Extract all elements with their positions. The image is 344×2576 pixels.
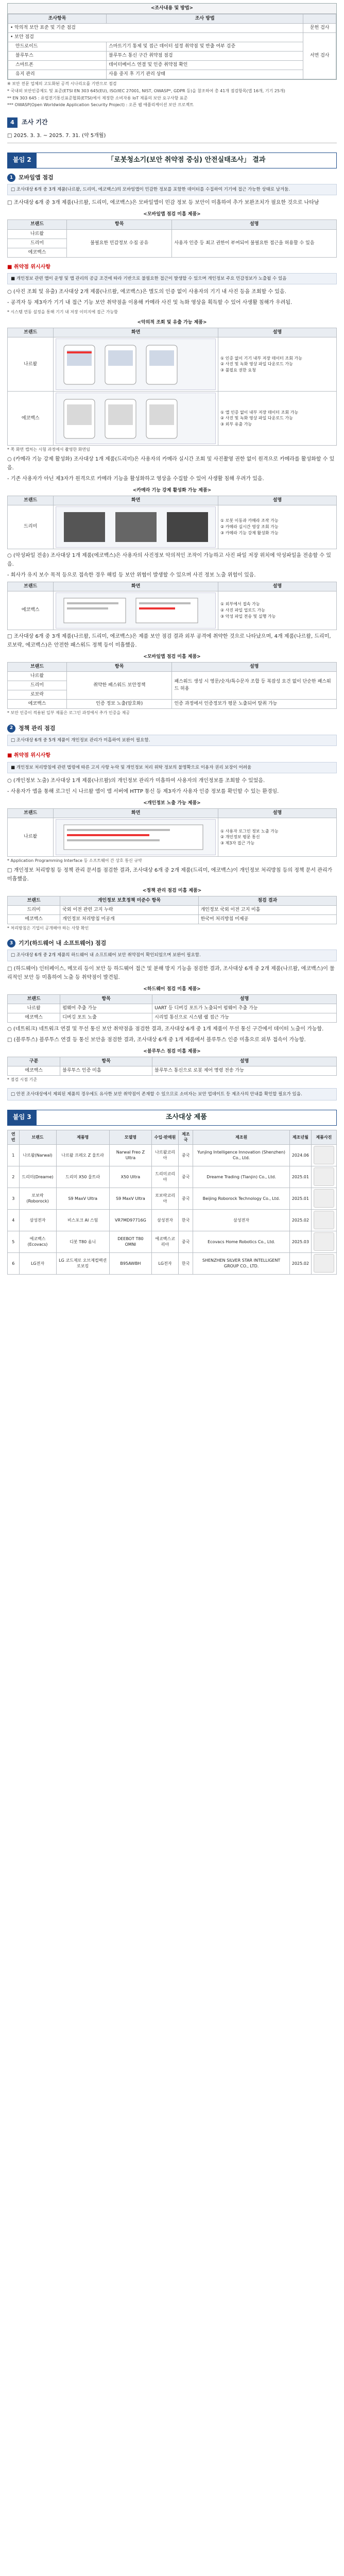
col-header: 설명: [152, 994, 337, 1004]
screenshot: [54, 392, 218, 446]
bluetooth-table: [7, 1057, 337, 1076]
subsection-heading: [7, 939, 337, 947]
desc-cell: ① 로봇 이동과 카메라 조작 가능 ② 카메라 실시간 영상 조회 가능 ③ 카메라 기능 강제 활성화 가능: [218, 505, 336, 549]
product-photo: [311, 1252, 336, 1274]
subsection-title: 기기(하드웨어 내 소프트웨어) 점검: [19, 940, 107, 947]
product-row: [8, 1231, 337, 1252]
item-cell: 인증 정보 노출(암호화): [67, 700, 172, 709]
closing-note: □ 안전 조사대상에서 제외된 제품의 경우에도 유사한 보안 취약점이 존재할 수 있으므로 소비자는 보안 업데이트 등 제조사의 안내를 확인할 필요가 있음.: [7, 1088, 337, 1100]
col-header: 설명: [152, 1057, 337, 1066]
screenshot-image: [56, 338, 216, 390]
note: * 쪽 화면 캡처는 시험 과정에서 촬영한 화면임: [7, 447, 90, 452]
no-cell: 6: [8, 1252, 20, 1274]
name-cell: LG 코드제로 오브제컬렉션 로보킹: [56, 1252, 109, 1274]
paragraph: - 사용자가 앱을 통해 로그인 시 나르왈 앱이 앱 서버에 HTTP 통신 등 제3자가 사용자 인증 정보를 확인할 수 있는 환경임.: [7, 788, 279, 794]
col-header: 브랜드: [8, 662, 67, 671]
figure-title: <카메라 기능 강제 활성화 가능 제품>: [132, 487, 212, 493]
paragraph: □ 개인정보 처리방침 등 정책 관리 문서를 점검한 결과, 조사대상 6개 중 2개 제품(드리미, 에코백스)이 개인정보 처리방침 등의 정책 문서 관리가 미흡했음.: [7, 867, 333, 882]
item-text: 불필요한 민감정보 수집 공유: [90, 240, 149, 246]
country-cell: 중국: [179, 1231, 193, 1252]
brand-cell: 나르왈: [8, 229, 67, 239]
table-title: <정책 관리 점검 미흡 제품>: [142, 888, 202, 893]
screenshot-image: [56, 592, 216, 629]
desc-cell: ① 앱 인증 없이 내부 저장 데이터 조회 가능 ② 사진 및 녹화 영상 파일 다운로드 가능 ③ 외부 유출 가능: [218, 392, 336, 446]
col-header: 항목: [60, 994, 152, 1004]
product-photo: [311, 1209, 336, 1231]
item-cell: 국외 이전 관련 고지 누락: [60, 905, 198, 914]
model-cell: VR7MD97716G: [109, 1209, 151, 1231]
method-sub: 스마트폰: [8, 61, 107, 70]
paragraph: ○ (네트워크) 네트워크 연결 및 무선 통신 보안 취약점을 점검한 결과, 조사대상 6개 중 1개 제품이 무선 통신 구간에서 데이터 노출이 가능함.: [7, 1026, 324, 1032]
col-header: 제조원: [193, 1130, 290, 1144]
desc-cell: ① 사용자 로그인 정보 노출 가능 ② 개인정보 평문 통신 ③ 제3자 접근 가능: [218, 818, 336, 856]
subsection-heading: [7, 724, 337, 733]
figure-table: 브랜드 화면 설명 나르왈 ① 사용자 로그인 정보 노출 가능 ② 개인정보 평문 통신 ③ 제3자 접근 가능: [7, 808, 337, 857]
maker-cell: 삼성전자: [193, 1209, 290, 1231]
screenshot-image: [56, 393, 216, 444]
method-sub: 블루투스: [8, 52, 107, 61]
screenshot: [54, 818, 218, 856]
name-cell: S9 MaxV Ultra: [56, 1188, 109, 1209]
brand-cell: 나르왈: [8, 671, 67, 681]
product-row: [8, 1209, 337, 1231]
maker-cell: Dreame Trading (Tianjin) Co., Ltd.: [193, 1166, 290, 1188]
brand-cell: 나르왈: [8, 337, 54, 392]
model-cell: B95AWBH: [109, 1252, 151, 1274]
method-table-caption: <조사내용 및 방법>: [8, 4, 336, 14]
risk-note: ■ 개인정보 관련 앱이 운영 및 앱 관리의 공급 조건에 따라 기반으로 불필요한 접근이 발생할 수 있으며 개인정보 주요 민감정보가 노출될 수 있음: [7, 273, 337, 284]
model-cell: DEEBOT T80 OMNI: [109, 1231, 151, 1252]
table-title: <블루투스 점검 미흡 제품>: [143, 1048, 201, 1054]
date-cell: 2025.02: [289, 1252, 311, 1274]
banner-title: 조사대상 제품: [165, 1113, 207, 1121]
country-cell: 중국: [179, 1144, 193, 1166]
brand-cell: 드리미: [8, 905, 60, 914]
name-cell: 디봇 T80 옴니: [56, 1231, 109, 1252]
note: * 국내외 보안인증제도 및 표준(ETSI EN 303 645(EU), ISO/IEC 27001, NIST, OWASP*, GDPR 등)을 참조하여 총 41개 점검항목(앱 16개, 기기 25개): [7, 88, 285, 93]
brand-cell: 에코백스: [8, 1013, 60, 1022]
screenshot-image: [56, 506, 216, 548]
col-header: 설명: [172, 220, 337, 229]
date-cell: 2025.03: [289, 1231, 311, 1252]
app-check-table: [7, 219, 337, 257]
col-header: 항목: [67, 220, 172, 229]
model-cell: Narwal Freo Z Ultra: [109, 1144, 151, 1166]
seller-cell: 로보락코리아: [151, 1188, 178, 1209]
no-cell: 2: [8, 1166, 20, 1188]
note: * 보안 인증이 적용된 일부 제품은 로그인 과정에서 추가 인증을 제공: [7, 710, 130, 716]
result-cell: 개인정보 국외 이전 고지 미흡: [198, 905, 336, 914]
subsection-number: 2: [7, 724, 15, 733]
product-photo: [311, 1188, 336, 1209]
col-header: 수입·판매원: [151, 1130, 178, 1144]
table-title: <모바일앱 점검 미흡 제품>: [143, 212, 201, 217]
banner-title: 「로봇청소기(보안 취약점 중심) 안전실태조사」 결과: [107, 156, 266, 164]
no-cell: 1: [8, 1144, 20, 1166]
note: * Application Programming Interface 등 소프트웨어 간 상호 통신 규약: [7, 858, 142, 863]
method-header-method: 조사 방법: [107, 14, 303, 24]
date-cell: 2025.01: [289, 1166, 311, 1188]
col-header: 제품명: [56, 1130, 109, 1144]
col-header: 설명: [172, 662, 337, 671]
country-cell: 한국: [179, 1252, 193, 1274]
col-header: 개인정보 보호정책 미준수 항목: [60, 896, 198, 905]
paragraph: - 기존 사용자가 아닌 제3자가 원격으로 카메라 기능을 활성화하고 영상을 수집할 수 있어 사생활 침해 우려가 있음.: [7, 476, 264, 482]
password-table: [7, 662, 337, 709]
method-header-side: [303, 14, 336, 24]
brand-cell: 에코백스(Ecovacs): [19, 1231, 56, 1252]
desc-cell: 패스워드 생성 시 영문/숫자/특수문자 조합 등 복잡성 요건 없이 단순한 패스워드 허용: [172, 671, 337, 699]
col-header: 점검 결과: [198, 896, 336, 905]
brand-cell: 로보락: [8, 690, 67, 700]
no-cell: 5: [8, 1231, 20, 1252]
maker-cell: SHENZHEN SILVER STAR INTELLIGENT GROUP CO., LTD.: [193, 1252, 290, 1274]
section-title: 조사 기간: [22, 118, 48, 126]
brand-cell: 나르왈: [8, 818, 54, 856]
model-cell: X50 Ultra: [109, 1166, 151, 1188]
brand-cell: 드리미: [8, 505, 54, 549]
note: * 시스템 연동 설정을 통해 기기 내 저장 이미지에 접근 가능함: [7, 310, 118, 315]
paragraph: ○ (카메라 기능 강제 활성화) 조사대상 1개 제품(드리미)은 사용자의 카메라 실시간 조회 및 사진촬영 권한 없이 원격으로 카메라를 활성화할 수 있음.: [7, 456, 335, 471]
product-photo: [311, 1144, 336, 1166]
col-header: 연번: [8, 1130, 20, 1144]
table-title: <모바일앱 점검 미흡 제품>: [143, 654, 201, 659]
figure-table: 브랜드 화면 설명 나르왈 ① 인증 없이 기기 내부 저장 데이터 조회 가능 ② 사진 및 녹화 영상 파일 다운로드 가능 ③ 불필요 권한 요청 에코백스 ① 앱 인증 없이 내부 저장 데이터 조회 가능 ② 사진 및 녹화 영상 파일 다운로드 가능 ③ 외부 유출 가능: [7, 328, 337, 446]
risk-heading: ■ 취약점 위시사항: [7, 264, 51, 270]
note: ** EN 303 645 : 유럽전기통신표준협회(ETSI)에서 제정한 소비자용 IoT 제품의 보안 요구사항 표준: [7, 95, 188, 100]
paragraph: □ (블루투스) 블루투스 연결 등 통신 보안을 점검한 결과, 조사대상 6개 중 1개 제품에서 블루투스 인증 미흡으로 외부 접속이 가능함.: [7, 1037, 306, 1043]
subsection-number: 3: [7, 939, 15, 947]
item-cell: [67, 229, 172, 257]
country-cell: 중국: [179, 1188, 193, 1209]
method-header-item: 조사항목: [8, 14, 107, 24]
subsection-title: 정책 관리 점검: [19, 724, 56, 732]
brand-cell: 드리미(Dreame): [19, 1166, 56, 1188]
method-row: • 악의적 보안 표준 및 기준 점검: [8, 24, 303, 33]
desc-cell: ① 외부에서 접속 가능 ② 사진 파일 업로드 가능 ③ 악성 파일 전송 및 실행 가능: [218, 591, 336, 630]
maker-cell: Yunjing Intelligence Innovation (Shenzhen) Co., Ltd.: [193, 1144, 290, 1166]
maker-cell: Beijing Roborock Technology Co., Ltd.: [193, 1188, 290, 1209]
hardware-table: [7, 994, 337, 1023]
desc-cell: 사용자 인증 등 최고 권한이 부여되어 불필요한 접근을 허용할 수 있음: [172, 229, 337, 257]
paragraph: ○ (개인정보 노출) 조사대상 1개 제품(나르왈)의 개인정보 관리가 미흡하여 사용자의 개인정보를 조회할 수 있었음.: [7, 777, 265, 784]
screenshot: [54, 591, 218, 630]
col-header: 구분: [8, 1057, 60, 1066]
name-cell: 나르왈 프레오 Z 울트라: [56, 1144, 109, 1166]
seller-cell: 나르왈코리아: [151, 1144, 178, 1166]
paragraph: - 회사가 유지 보수 목적 등으로 접속한 경우 해킹 등 보안 위협이 발생할 수 있으며 사진 정보 노출 위험이 있음.: [7, 572, 256, 578]
note: * 처리방침은 기업이 공개해야 하는 사항 확인: [7, 925, 89, 930]
country-cell: 중국: [179, 1166, 193, 1188]
item-cell: 블루투스 인증 미흡: [60, 1066, 152, 1075]
brand-cell: 에코백스: [8, 700, 67, 709]
summary-box: □ 조사대상 6개 중 5개 제품이 개인정보 관리가 미흡하여 보완이 필요함.: [7, 735, 337, 746]
brand-cell: 로보락(Roborock): [19, 1188, 56, 1209]
screenshot: [54, 505, 218, 549]
brand-cell: 드리미: [8, 239, 67, 248]
date-cell: 2024.06: [289, 1144, 311, 1166]
desc-cell: 블루투스 통신으로 로봇 제어 명령 전송 가능: [152, 1066, 337, 1075]
product-row: [8, 1144, 337, 1166]
method-side-label: 서면 검사: [303, 33, 336, 79]
model-cell: S9 MaxV Ultra: [109, 1188, 151, 1209]
method-sub: 유지 관리: [8, 70, 107, 79]
screenshot: [54, 337, 218, 392]
no-cell: 3: [8, 1188, 20, 1209]
summary-box: □ 조사대상 6개 중 3개 제품(나르왈, 드리미, 에코백스)의 모바일앱이 민감한 정보를 포함한 데이터를 수집하여 기기에 접근 가능한 상태로 남겨둠.: [7, 184, 337, 195]
appendix-banner: [7, 152, 337, 168]
method-detail: 스마트기기 통제 및 접근 데이터 설정 취약점 및 반출 여부 검증: [107, 42, 303, 52]
item-cell: 펌웨어 추출 가능: [60, 1004, 152, 1013]
figure-title: <악의적 조회 및 유출 가능 제품>: [137, 320, 207, 326]
item-cell: 디버깅 포트 노출: [60, 1013, 152, 1022]
brand-cell: 에코백스: [8, 591, 54, 630]
date-cell: 2025.01: [289, 1188, 311, 1209]
seller-cell: LG전자: [151, 1252, 178, 1274]
item-cell: 개인정보 처리방침 미공개: [60, 914, 198, 924]
country-cell: 한국: [179, 1209, 193, 1231]
banner-number: 붙임 2: [8, 153, 37, 168]
subsection-heading: [7, 174, 337, 182]
note: * 점검 시점 기준: [7, 1077, 37, 1082]
col-header: 브랜드: [8, 220, 67, 229]
brand-cell: 에코백스: [8, 392, 54, 446]
paragraph: - 공격자 등 제3자가 기기 내 접근 기능 보안 취약점을 이용해 카메라 사진 및 녹화 영상을 획득할 수 있어 사생활 침해가 우려됨.: [7, 300, 293, 306]
desc-cell: 시리얼 통신으로 시스템 쉘 접근 가능: [152, 1013, 337, 1022]
brand-cell: 나르왈(Narwal): [19, 1144, 56, 1166]
method-detail: 데이터베이스 연결 및 인증 취약점 확인: [107, 61, 303, 70]
col-header: 브랜드: [8, 994, 60, 1004]
result-cell: 한국어 처리방침 미제공: [198, 914, 336, 924]
name-cell: 비스포크 AI 스팀: [56, 1209, 109, 1231]
date-cell: 2025.02: [289, 1209, 311, 1231]
brand-cell: 에코백스: [8, 1066, 60, 1075]
name-cell: 드리미 X50 울트라: [56, 1166, 109, 1188]
banner-number: 붙임 3: [8, 1110, 37, 1125]
section-heading: [7, 117, 337, 128]
paragraph: □ 조사대상 6개 중 3개 제품(나르왈, 드리미, 에코백스)은 제품 보안 점검 결과 외부 공격에 취약한 것으로 나타났으며, 4개 제품(나르왈, 드리미, 로보락, 에코백스)은 안전한 패스워드 정책 등이 미흡했음.: [7, 633, 331, 648]
brand-cell: 드리미: [8, 681, 67, 690]
seller-cell: 삼성전자: [151, 1209, 178, 1231]
risk-heading: ■ 취약점 위시사항: [7, 753, 51, 759]
method-detail: 블루투스 통신 구간 취약점 점검: [107, 52, 303, 61]
col-header: 브랜드: [19, 1130, 56, 1144]
col-header: 제조년월: [289, 1130, 311, 1144]
figure-table: 브랜드 화면 설명 에코백스 ① 외부에서 접속 가능 ② 사진 파일 업로드 가능 ③ 악성 파일 전송 및 실행 가능: [7, 582, 337, 630]
item-cell: 취약한 패스워드 보안정책: [67, 671, 172, 699]
table-title: <하드웨어 점검 미흡 제품>: [143, 986, 201, 992]
desc-cell: 인증 과정에서 인증정보가 평문 노출되어 탈취 가능: [172, 700, 337, 709]
paragraph: ○ (악성파일 전송) 조사대상 1개 제품(에코백스)은 사용자의 사진정보 악의적인 조작이 가능하고 사진 파일 저장 위치에 악성파일을 전송할 수 있음.: [7, 552, 331, 567]
figure-title: <개인정보 노출 가능 제품>: [143, 800, 201, 806]
brand-cell: 에코백스: [8, 914, 60, 924]
note: ※ 보안 전문 업체의 고도화된 공격 시나리오를 기반으로 점검: [7, 81, 117, 87]
no-cell: 4: [8, 1209, 20, 1231]
summary-box: □ 조사대상 6개 중 2개 제품의 하드웨어 내 소프트웨어 보안 취약점이 확인되었으며 보완이 필요함.: [7, 950, 337, 961]
product-photo: [311, 1166, 336, 1188]
product-row: [8, 1252, 337, 1274]
product-table: [7, 1130, 337, 1275]
screenshot-image: [56, 819, 216, 855]
survey-period: □ 2025. 3. 3. ~ 2025. 7. 31. (약 5개월): [7, 131, 337, 144]
method-row: • 보안 점검: [8, 33, 303, 42]
seller-cell: 드리미코리아: [151, 1166, 178, 1188]
col-header: 브랜드: [8, 896, 60, 905]
appendix-banner: [7, 1110, 337, 1126]
seller-cell: 에코백스코리아: [151, 1231, 178, 1252]
risk-note: ■ 개인정보 처리방침에 관련 법령에 따른 고지 사항 누락 및 개인정보 처리 위탁 정보의 불명확으로 이용자 권리 보장이 어려움: [7, 762, 337, 773]
brand-cell: 삼성전자: [19, 1209, 56, 1231]
subsection-title: 모바일앱 점검: [19, 174, 54, 181]
product-row: [8, 1166, 337, 1188]
note: *** OWASP(Open Worldwide Application Security Project) : 오픈 웹 애플리케이션 보안 프로젝트: [7, 103, 194, 108]
method-table: [7, 3, 337, 80]
desc-cell: ① 인증 없이 기기 내부 저장 데이터 조회 가능 ② 사진 및 녹화 영상 파일 다운로드 가능 ③ 불필요 권한 요청: [218, 337, 336, 392]
section-number: 4: [7, 117, 18, 128]
col-header: 항목: [67, 662, 172, 671]
brand-cell: 나르왈: [8, 1004, 60, 1013]
product-row: [8, 1188, 337, 1209]
policy-table: [7, 896, 337, 924]
brand-cell: 에코백스: [8, 248, 67, 257]
method-detail: 사용 중지 후 기기 관리 상태: [107, 70, 303, 79]
brand-cell: LG전자: [19, 1252, 56, 1274]
product-photo: [311, 1231, 336, 1252]
paragraph: □ 조사대상 6개 중 3개 제품(나르왈, 드리미, 에코백스)은 모바일앱이 민감 정보 등 보안이 미흡하여 추가 보완조치가 필요한 것으로 나타남: [7, 200, 319, 206]
col-header: 항목: [60, 1057, 152, 1066]
method-sub: 안드로이드: [8, 42, 107, 52]
paragraph: □ (하드웨어) 인터페이스, 메모리 등이 보안 등 하드웨어 접근 및 분해 방지 기능을 점검한 결과, 조사대상 6개 중 2개 제품(나르왈, 에코백스)이 물리적인 보안 등 미흡하여 노출 등 취약점이 발견됨.: [7, 965, 335, 980]
subsection-number: 1: [7, 174, 15, 182]
paragraph: ○ (사진 조회 및 유출) 조사대상 2개 제품(나르왈, 에코백스)은 별도의 인증 없이 사용자의 기기 내 사진 등을 조회할 수 있음.: [7, 289, 286, 295]
col-header: 제품사진: [311, 1130, 336, 1144]
method-cell: 문헌 검사: [303, 24, 336, 33]
maker-cell: Ecovacs Home Robotics Co., Ltd.: [193, 1231, 290, 1252]
figure-table: 브랜드 화면 설명 드리미 ① 로봇 이동과 카메라 조작 가능 ② 카메라 실시간 영상 조회 가능 ③ 카메라 기능 강제 활성화 가능: [7, 496, 337, 549]
desc-cell: UART 등 디버깅 포트가 노출되어 펌웨어 추출 가능: [152, 1004, 337, 1013]
col-header: 모델명: [109, 1130, 151, 1144]
col-header: 제조국: [179, 1130, 193, 1144]
